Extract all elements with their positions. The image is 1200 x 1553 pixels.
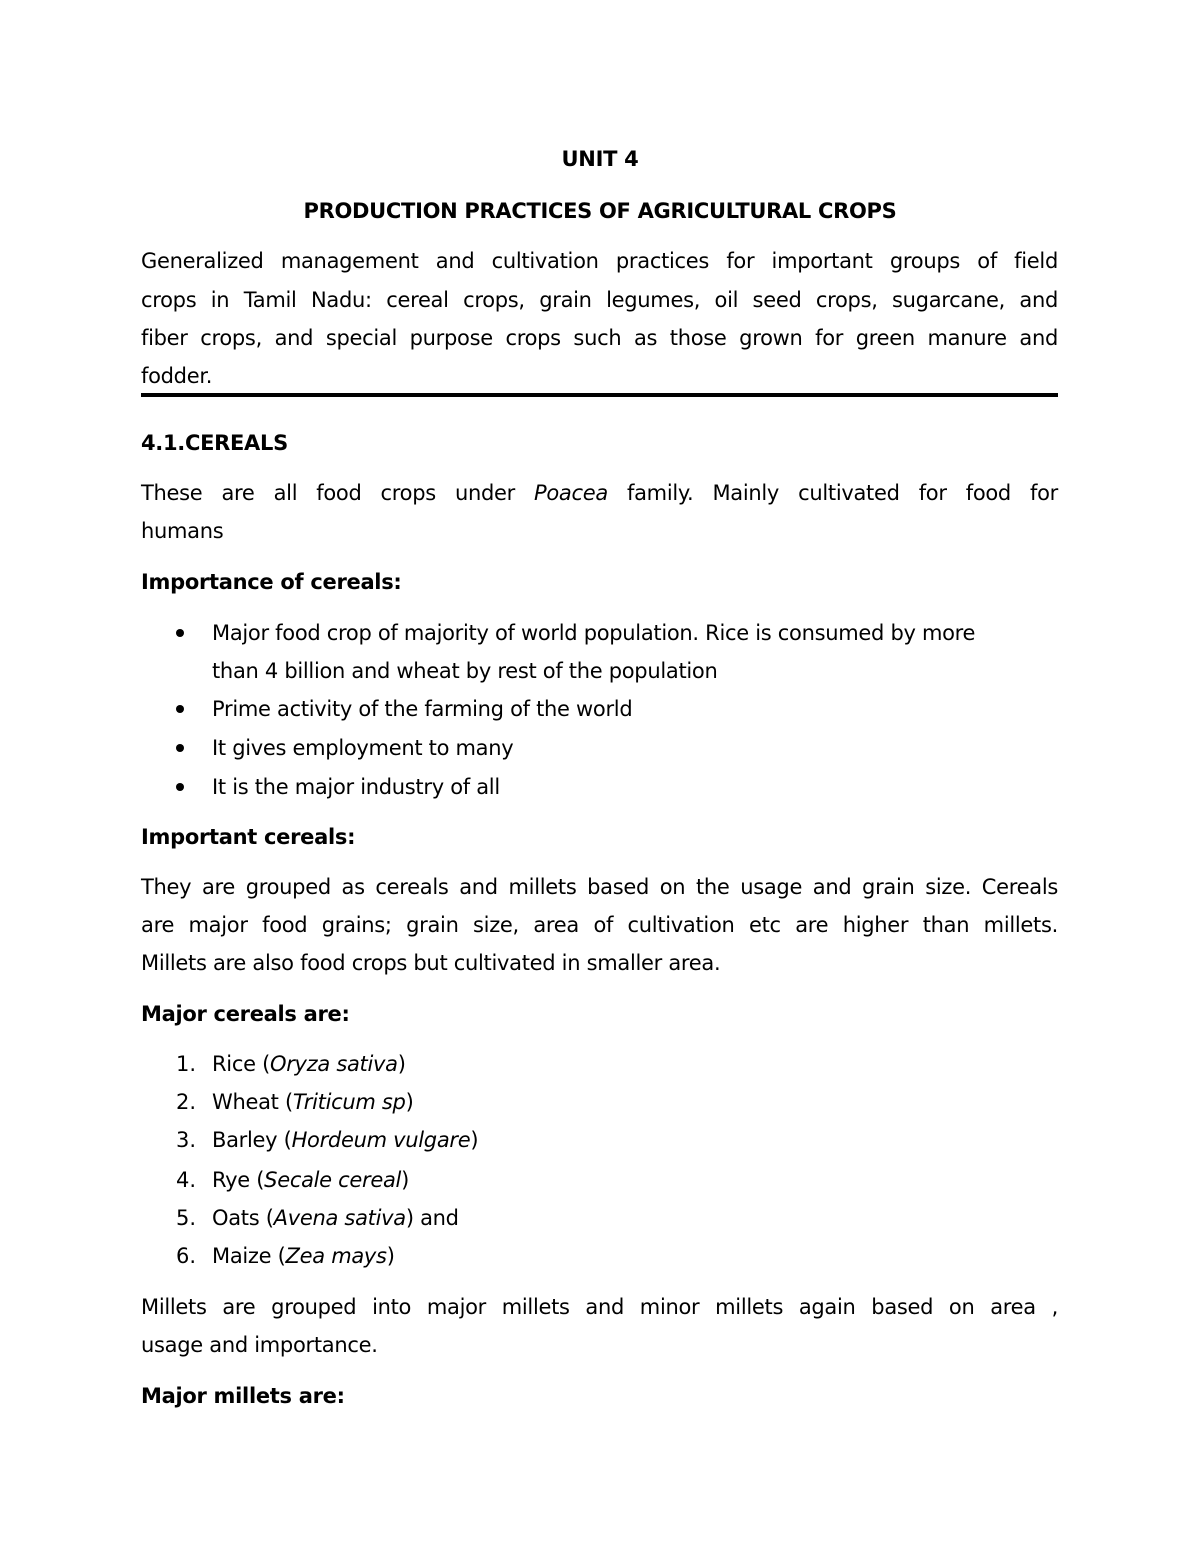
cereal-item-maize: Maize (Zea mays) xyxy=(212,1244,395,1268)
intro-line-4: fodder. xyxy=(141,364,213,388)
major-millets-heading: Major millets are: xyxy=(141,1384,345,1408)
bullet-icon xyxy=(176,705,184,713)
cereals-para-line-2: humans xyxy=(141,519,224,543)
scientific-name: Hordeum vulgare xyxy=(291,1128,471,1152)
horizontal-divider xyxy=(141,393,1058,397)
important-line-1: They are grouped as cereals and millets based on the usage and grain size. Cereals xyxy=(141,875,1058,899)
list-number: 6. xyxy=(176,1244,197,1268)
important-line-2: are major food grains; grain size, area of cultivation etc are higher than millets. xyxy=(141,913,1058,937)
importance-item-1-cont: than 4 billion and wheat by rest of the population xyxy=(212,659,718,683)
unit-heading: UNIT 4 xyxy=(561,147,639,171)
millets-line-2: usage and importance. xyxy=(141,1333,378,1357)
section-heading: 4.1.CEREALS xyxy=(141,431,288,455)
importance-heading: Importance of cereals: xyxy=(141,570,402,594)
list-number: 2. xyxy=(176,1090,197,1114)
bullet-icon xyxy=(176,744,184,752)
millets-line-1: Millets are grouped into major millets and minor millets again based on area , xyxy=(141,1295,1058,1319)
family-name: Poacea xyxy=(534,481,608,505)
cereal-item-wheat: Wheat (Triticum sp) xyxy=(212,1090,414,1114)
cereal-item-barley: Barley (Hordeum vulgare) xyxy=(212,1128,479,1152)
list-number: 5. xyxy=(176,1206,197,1230)
importance-item-4: It is the major industry of all xyxy=(212,775,500,799)
scientific-name: Zea mays xyxy=(285,1244,387,1268)
importance-item-3: It gives employment to many xyxy=(212,736,514,760)
cereal-item-oats: Oats (Avena sativa) and xyxy=(212,1206,459,1230)
list-number: 3. xyxy=(176,1128,197,1152)
important-line-3: Millets are also food crops but cultivated in smaller area. xyxy=(141,951,721,975)
cereal-item-rye: Rye (Secale cereal) xyxy=(212,1168,409,1192)
intro-line-3: fiber crops, and special purpose crops such as those grown for green manure and xyxy=(141,326,1058,350)
scientific-name: Avena sativa xyxy=(273,1206,406,1230)
cereals-para-line-1 xyxy=(141,474,1058,512)
cereal-item-rice: Rice (Oryza sativa) xyxy=(212,1052,406,1076)
scientific-name: Oryza sativa xyxy=(269,1052,398,1076)
importance-item-1: Major food crop of majority of world population. Rice is consumed by more xyxy=(212,621,976,645)
bullet-icon xyxy=(176,629,184,637)
bullet-icon xyxy=(176,783,184,791)
list-number: 4. xyxy=(176,1168,197,1192)
major-cereals-heading: Major cereals are: xyxy=(141,1002,350,1026)
scientific-name: Secale cereal xyxy=(264,1168,402,1192)
scientific-name: Triticum sp xyxy=(292,1090,406,1114)
importance-item-2: Prime activity of the farming of the world xyxy=(212,697,633,721)
intro-line-2: crops in Tamil Nadu: cereal crops, grain legumes, oil seed crops, sugarcane, and xyxy=(141,288,1058,312)
important-cereals-heading: Important cereals: xyxy=(141,825,356,849)
para-text-pre: These are all food crops under xyxy=(141,481,515,505)
para-text-post: family. Mainly cultivated for food for xyxy=(627,481,1058,505)
list-number: 1. xyxy=(176,1052,197,1076)
page-title: PRODUCTION PRACTICES OF AGRICULTURAL CROPS xyxy=(303,199,897,223)
intro-line-1: Generalized management and cultivation practices for important groups of field xyxy=(141,249,1058,273)
